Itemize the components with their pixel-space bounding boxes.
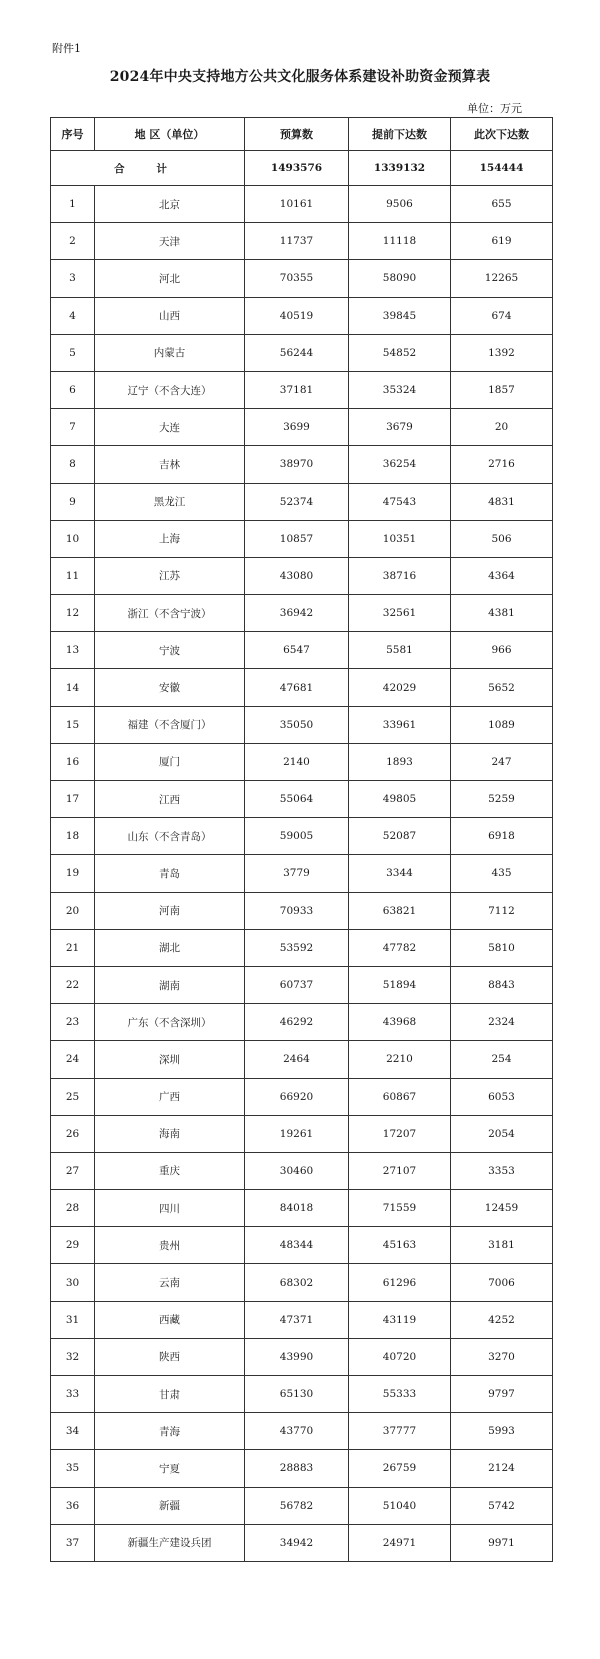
cell-budget: 43080 — [245, 557, 349, 594]
total-budget: 1493576 — [245, 151, 349, 186]
cell-advance: 39845 — [349, 297, 451, 334]
cell-budget: 30460 — [245, 1152, 349, 1189]
cell-budget: 34942 — [245, 1524, 349, 1561]
total-label-text: 合 计 — [114, 162, 181, 175]
cell-current: 655 — [451, 186, 553, 223]
cell-current: 5652 — [451, 669, 553, 706]
cell-serial: 15 — [51, 706, 95, 743]
cell-advance: 49805 — [349, 781, 451, 818]
cell-region: 甘肃 — [95, 1376, 245, 1413]
cell-region: 福建（不含厦门） — [95, 706, 245, 743]
cell-region: 海南 — [95, 1115, 245, 1152]
cell-advance: 32561 — [349, 595, 451, 632]
table-row — [51, 855, 553, 892]
cell-serial: 31 — [51, 1301, 95, 1338]
table-body — [51, 151, 553, 1562]
table-row — [51, 1190, 553, 1227]
cell-current: 619 — [451, 223, 553, 260]
cell-current: 9797 — [451, 1376, 553, 1413]
cell-current: 12459 — [451, 1190, 553, 1227]
header-row — [51, 118, 553, 151]
cell-advance: 24971 — [349, 1524, 451, 1561]
table-row — [51, 1041, 553, 1078]
cell-region: 湖北 — [95, 929, 245, 966]
total-current: 154444 — [451, 151, 553, 186]
table-row — [51, 446, 553, 483]
cell-budget: 28883 — [245, 1450, 349, 1487]
attachment-label: 附件1 — [52, 42, 81, 55]
cell-serial: 4 — [51, 297, 95, 334]
cell-current: 8843 — [451, 966, 553, 1003]
cell-current: 7006 — [451, 1264, 553, 1301]
cell-region: 北京 — [95, 186, 245, 223]
cell-advance: 47782 — [349, 929, 451, 966]
cell-advance: 58090 — [349, 260, 451, 297]
cell-region: 广西 — [95, 1078, 245, 1115]
cell-current: 12265 — [451, 260, 553, 297]
cell-region: 上海 — [95, 520, 245, 557]
cell-region: 重庆 — [95, 1152, 245, 1189]
cell-serial: 18 — [51, 818, 95, 855]
cell-advance: 3344 — [349, 855, 451, 892]
table-row — [51, 1115, 553, 1152]
cell-region: 四川 — [95, 1190, 245, 1227]
cell-budget: 19261 — [245, 1115, 349, 1152]
cell-region: 新疆生产建设兵团 — [95, 1524, 245, 1561]
cell-advance: 17207 — [349, 1115, 451, 1152]
cell-region: 陕西 — [95, 1338, 245, 1375]
cell-region: 黑龙江 — [95, 483, 245, 520]
table-row — [51, 1264, 553, 1301]
header-budget: 预算数 — [245, 118, 349, 151]
cell-region: 广东（不含深圳） — [95, 1004, 245, 1041]
cell-region: 河北 — [95, 260, 245, 297]
cell-advance: 35324 — [349, 371, 451, 408]
cell-advance: 60867 — [349, 1078, 451, 1115]
cell-budget: 55064 — [245, 781, 349, 818]
cell-advance: 55333 — [349, 1376, 451, 1413]
cell-region: 山东（不含青岛） — [95, 818, 245, 855]
cell-serial: 27 — [51, 1152, 95, 1189]
cell-serial: 33 — [51, 1376, 95, 1413]
cell-serial: 37 — [51, 1524, 95, 1561]
cell-advance: 37777 — [349, 1413, 451, 1450]
cell-region: 安徽 — [95, 669, 245, 706]
cell-serial: 10 — [51, 520, 95, 557]
cell-region: 大连 — [95, 409, 245, 446]
cell-current: 2716 — [451, 446, 553, 483]
cell-budget: 46292 — [245, 1004, 349, 1041]
cell-advance: 52087 — [349, 818, 451, 855]
cell-current: 966 — [451, 632, 553, 669]
total-row — [51, 151, 553, 186]
table-row — [51, 595, 553, 632]
cell-serial: 23 — [51, 1004, 95, 1041]
table-row — [51, 929, 553, 966]
table-row — [51, 1078, 553, 1115]
table-row — [51, 1524, 553, 1561]
cell-advance: 38716 — [349, 557, 451, 594]
cell-budget: 2464 — [245, 1041, 349, 1078]
cell-serial: 7 — [51, 409, 95, 446]
table-row — [51, 409, 553, 446]
cell-serial: 9 — [51, 483, 95, 520]
cell-serial: 29 — [51, 1227, 95, 1264]
table-row — [51, 1413, 553, 1450]
cell-serial: 26 — [51, 1115, 95, 1152]
cell-advance: 43968 — [349, 1004, 451, 1041]
cell-region: 江西 — [95, 781, 245, 818]
cell-region: 新疆 — [95, 1487, 245, 1524]
cell-current: 5259 — [451, 781, 553, 818]
cell-current: 674 — [451, 297, 553, 334]
cell-advance: 47543 — [349, 483, 451, 520]
cell-current: 6918 — [451, 818, 553, 855]
cell-current: 3181 — [451, 1227, 553, 1264]
cell-region: 浙江（不含宁波） — [95, 595, 245, 632]
cell-serial: 34 — [51, 1413, 95, 1450]
cell-advance: 40720 — [349, 1338, 451, 1375]
cell-current: 5810 — [451, 929, 553, 966]
cell-advance: 43119 — [349, 1301, 451, 1338]
cell-serial: 25 — [51, 1078, 95, 1115]
cell-advance: 11118 — [349, 223, 451, 260]
cell-region: 辽宁（不含大连） — [95, 371, 245, 408]
cell-current: 2324 — [451, 1004, 553, 1041]
unit-label: 单位：万元 — [467, 102, 522, 115]
cell-serial: 13 — [51, 632, 95, 669]
cell-budget: 6547 — [245, 632, 349, 669]
cell-budget: 40519 — [245, 297, 349, 334]
cell-region: 天津 — [95, 223, 245, 260]
cell-serial: 35 — [51, 1450, 95, 1487]
cell-budget: 3779 — [245, 855, 349, 892]
cell-region: 湖南 — [95, 966, 245, 1003]
cell-serial: 1 — [51, 186, 95, 223]
cell-advance: 27107 — [349, 1152, 451, 1189]
cell-region: 青岛 — [95, 855, 245, 892]
cell-budget: 60737 — [245, 966, 349, 1003]
cell-serial: 16 — [51, 743, 95, 780]
cell-advance: 42029 — [349, 669, 451, 706]
table-row — [51, 483, 553, 520]
cell-budget: 53592 — [245, 929, 349, 966]
cell-budget: 48344 — [245, 1227, 349, 1264]
cell-region: 宁波 — [95, 632, 245, 669]
cell-serial: 32 — [51, 1338, 95, 1375]
cell-advance: 1893 — [349, 743, 451, 780]
cell-budget: 38970 — [245, 446, 349, 483]
table-row — [51, 1301, 553, 1338]
table-header — [51, 118, 553, 151]
cell-region: 贵州 — [95, 1227, 245, 1264]
cell-serial: 5 — [51, 334, 95, 371]
cell-advance: 61296 — [349, 1264, 451, 1301]
cell-budget: 11737 — [245, 223, 349, 260]
budget-table — [50, 117, 553, 1562]
cell-current: 3270 — [451, 1338, 553, 1375]
cell-current: 9971 — [451, 1524, 553, 1561]
cell-budget: 68302 — [245, 1264, 349, 1301]
table-row — [51, 743, 553, 780]
cell-advance: 10351 — [349, 520, 451, 557]
cell-budget: 36942 — [245, 595, 349, 632]
cell-current: 2124 — [451, 1450, 553, 1487]
cell-budget: 59005 — [245, 818, 349, 855]
table-row — [51, 260, 553, 297]
cell-current: 435 — [451, 855, 553, 892]
table-row — [51, 1152, 553, 1189]
cell-current: 4364 — [451, 557, 553, 594]
cell-current: 4381 — [451, 595, 553, 632]
cell-region: 厦门 — [95, 743, 245, 780]
table-row — [51, 669, 553, 706]
cell-serial: 8 — [51, 446, 95, 483]
table-row — [51, 186, 553, 223]
table-row — [51, 1227, 553, 1264]
cell-serial: 21 — [51, 929, 95, 966]
table-row — [51, 632, 553, 669]
cell-current: 247 — [451, 743, 553, 780]
cell-serial: 19 — [51, 855, 95, 892]
cell-advance: 33961 — [349, 706, 451, 743]
cell-serial: 2 — [51, 223, 95, 260]
cell-region: 深圳 — [95, 1041, 245, 1078]
cell-current: 6053 — [451, 1078, 553, 1115]
cell-budget: 2140 — [245, 743, 349, 780]
cell-serial: 24 — [51, 1041, 95, 1078]
table-row — [51, 1376, 553, 1413]
table-row — [51, 297, 553, 334]
cell-current: 5742 — [451, 1487, 553, 1524]
cell-advance: 9506 — [349, 186, 451, 223]
cell-advance: 51040 — [349, 1487, 451, 1524]
cell-current: 506 — [451, 520, 553, 557]
cell-budget: 47371 — [245, 1301, 349, 1338]
cell-budget: 70355 — [245, 260, 349, 297]
cell-advance: 36254 — [349, 446, 451, 483]
header-region: 地 区（单位） — [95, 118, 245, 151]
cell-budget: 43770 — [245, 1413, 349, 1450]
cell-current: 1089 — [451, 706, 553, 743]
table-row — [51, 706, 553, 743]
cell-advance: 2210 — [349, 1041, 451, 1078]
page-title: 2024年中央支持地方公共文化服务体系建设补助资金预算表 — [109, 69, 491, 85]
cell-serial: 20 — [51, 892, 95, 929]
cell-region: 青海 — [95, 1413, 245, 1450]
header-current: 此次下达数 — [451, 118, 553, 151]
cell-budget: 66920 — [245, 1078, 349, 1115]
cell-region: 吉林 — [95, 446, 245, 483]
cell-budget: 47681 — [245, 669, 349, 706]
cell-current: 4252 — [451, 1301, 553, 1338]
table-row — [51, 1450, 553, 1487]
cell-serial: 6 — [51, 371, 95, 408]
table-row — [51, 781, 553, 818]
cell-budget: 10857 — [245, 520, 349, 557]
cell-serial: 17 — [51, 781, 95, 818]
table-row — [51, 520, 553, 557]
table-row — [51, 1338, 553, 1375]
cell-advance: 3679 — [349, 409, 451, 446]
table-row — [51, 966, 553, 1003]
cell-current: 4831 — [451, 483, 553, 520]
cell-advance: 45163 — [349, 1227, 451, 1264]
cell-serial: 14 — [51, 669, 95, 706]
table-row — [51, 1004, 553, 1041]
cell-region: 内蒙古 — [95, 334, 245, 371]
cell-current: 1857 — [451, 371, 553, 408]
cell-budget: 70933 — [245, 892, 349, 929]
cell-serial: 36 — [51, 1487, 95, 1524]
cell-region: 山西 — [95, 297, 245, 334]
cell-current: 254 — [451, 1041, 553, 1078]
cell-budget: 35050 — [245, 706, 349, 743]
table-row — [51, 223, 553, 260]
cell-serial: 3 — [51, 260, 95, 297]
table-row — [51, 334, 553, 371]
cell-advance: 54852 — [349, 334, 451, 371]
cell-serial: 11 — [51, 557, 95, 594]
cell-serial: 22 — [51, 966, 95, 1003]
cell-region: 宁夏 — [95, 1450, 245, 1487]
cell-current: 2054 — [451, 1115, 553, 1152]
cell-advance: 51894 — [349, 966, 451, 1003]
cell-region: 河南 — [95, 892, 245, 929]
cell-budget: 37181 — [245, 371, 349, 408]
cell-budget: 52374 — [245, 483, 349, 520]
total-label — [51, 151, 245, 186]
cell-current: 3353 — [451, 1152, 553, 1189]
cell-budget: 65130 — [245, 1376, 349, 1413]
cell-budget: 84018 — [245, 1190, 349, 1227]
cell-region: 西藏 — [95, 1301, 245, 1338]
cell-current: 1392 — [451, 334, 553, 371]
header-advance: 提前下达数 — [349, 118, 451, 151]
total-advance: 1339132 — [349, 151, 451, 186]
table-row — [51, 371, 553, 408]
table-row — [51, 818, 553, 855]
cell-advance: 71559 — [349, 1190, 451, 1227]
header-serial: 序号 — [51, 118, 95, 151]
cell-current: 7112 — [451, 892, 553, 929]
cell-budget: 3699 — [245, 409, 349, 446]
table-row — [51, 1487, 553, 1524]
cell-serial: 28 — [51, 1190, 95, 1227]
cell-current: 20 — [451, 409, 553, 446]
cell-region: 云南 — [95, 1264, 245, 1301]
cell-budget: 56782 — [245, 1487, 349, 1524]
cell-advance: 26759 — [349, 1450, 451, 1487]
cell-serial: 12 — [51, 595, 95, 632]
cell-current: 5993 — [451, 1413, 553, 1450]
cell-serial: 30 — [51, 1264, 95, 1301]
cell-advance: 63821 — [349, 892, 451, 929]
cell-budget: 43990 — [245, 1338, 349, 1375]
cell-budget: 56244 — [245, 334, 349, 371]
cell-advance: 5581 — [349, 632, 451, 669]
table-row — [51, 557, 553, 594]
cell-budget: 10161 — [245, 186, 349, 223]
cell-region: 江苏 — [95, 557, 245, 594]
table-row — [51, 892, 553, 929]
